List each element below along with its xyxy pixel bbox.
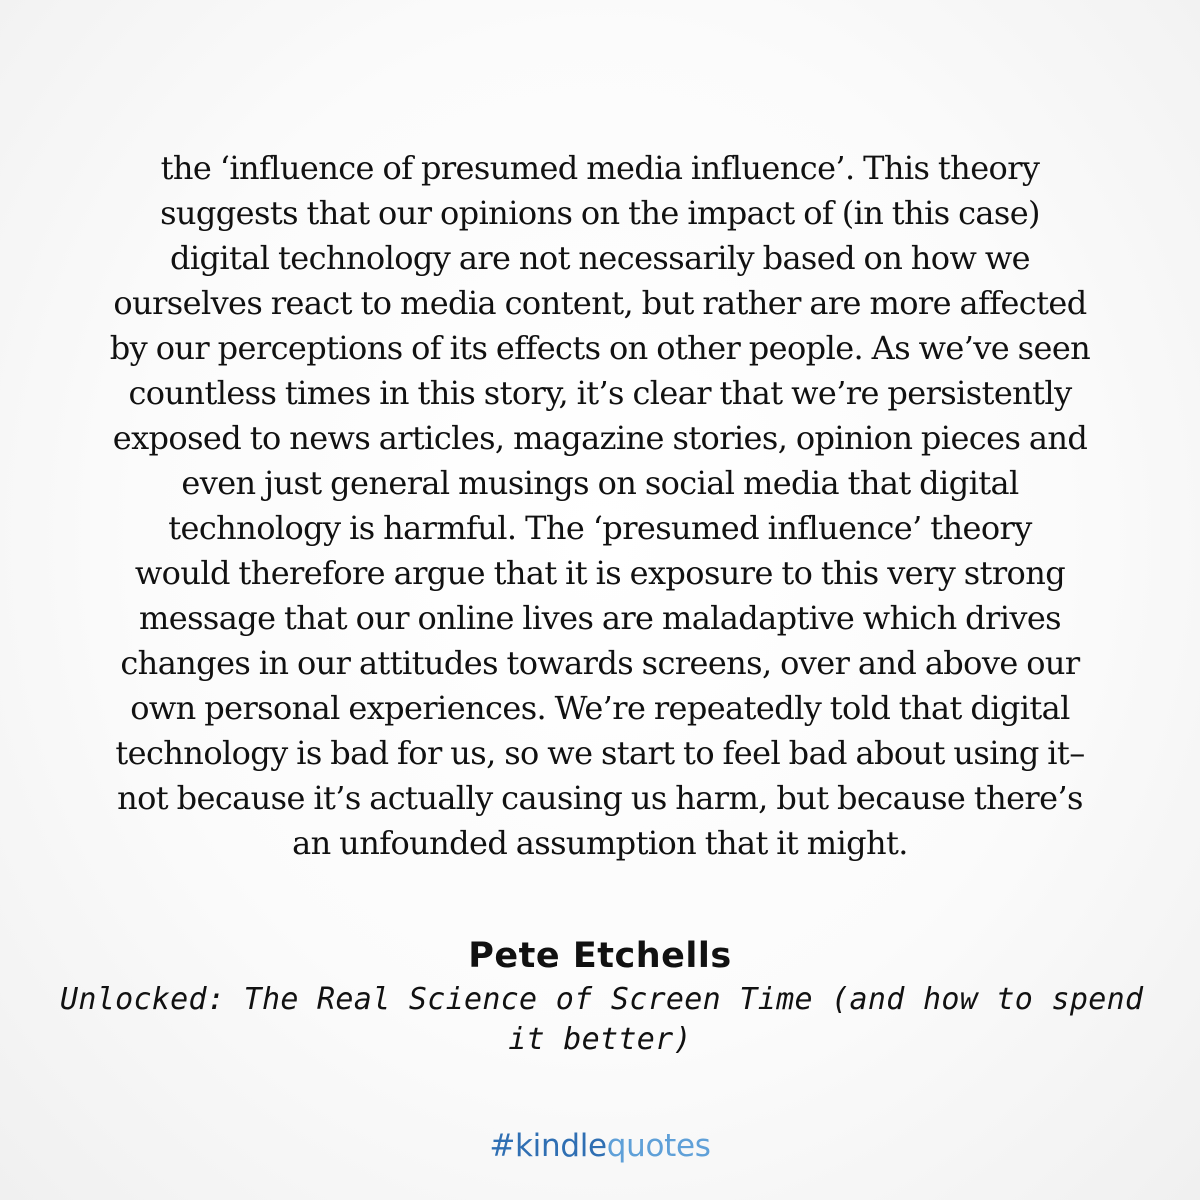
book-title-line: Unlocked: The Real Science of Screen Time (and how to spend — [60, 982, 1144, 1017]
hashtag-kindle: #kindle — [489, 1128, 607, 1164]
quote-line: technology is harmful. The ‘presumed influence’ theory — [168, 509, 1032, 547]
quote-line: exposed to news articles, magazine stories, opinion pieces and — [112, 419, 1088, 457]
quote-line: would therefore argue that it is exposure to this very strong — [134, 554, 1066, 592]
quote-line: ourselves react to media content, but rather are more affected — [113, 284, 1087, 322]
quote-line: not because it’s actually causing us harm, but because there’s — [117, 779, 1083, 817]
book-title — [60, 980, 1144, 1060]
quote-line: digital technology are not necessarily based on how we — [170, 239, 1030, 277]
quote-line: by our perceptions of its effects on other people. As we’ve seen — [109, 329, 1091, 367]
quote-line: countless times in this story, it’s clear that we’re persistently — [128, 374, 1072, 412]
quote-line: the ‘influence of presumed media influence’. This theory — [160, 149, 1040, 187]
quote-line: message that our online lives are maladaptive which drives — [139, 599, 1061, 637]
quote-line: suggests that our opinions on the impact of (in this case) — [160, 194, 1040, 232]
quote-line: an unfounded assumption that it might. — [292, 824, 908, 862]
hashtag-quotes: quotes — [606, 1128, 711, 1164]
author-name: Pete Etchells — [468, 936, 732, 976]
quote-text — [70, 146, 1130, 866]
quote-line: own personal experiences. We’re repeatedly told that digital — [130, 689, 1070, 727]
quote-line: technology is bad for us, so we start to feel bad about using it– — [115, 734, 1085, 772]
kindle-quotes-hashtag — [0, 1124, 1200, 1168]
quote-line: changes in our attitudes towards screens, over and above our — [120, 644, 1080, 682]
book-title-line: it better) — [508, 1022, 692, 1057]
quote-line: even just general musings on social media that digital — [181, 464, 1019, 502]
